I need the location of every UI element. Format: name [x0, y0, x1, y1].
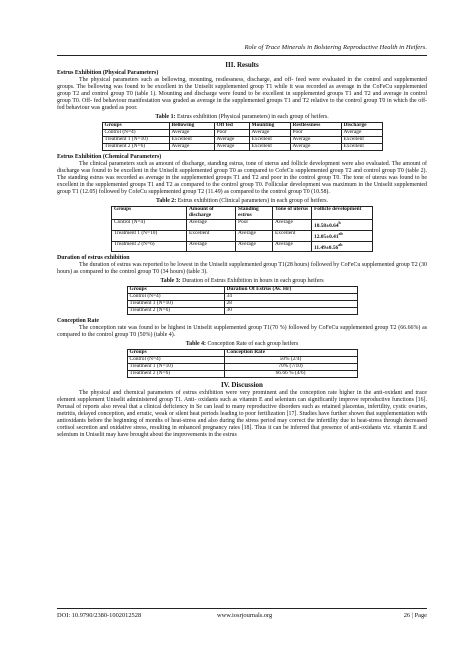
- table-cell: 34: [224, 294, 357, 301]
- table-row: [112, 241, 373, 252]
- table1-caption-label: Table 1:: [155, 114, 176, 121]
- table1: [102, 122, 383, 151]
- table-cell: Average: [169, 144, 214, 151]
- table-cell: Average: [187, 220, 236, 231]
- table-cell: Average: [236, 241, 273, 252]
- table-cell: Excellent: [273, 230, 312, 241]
- table-cell: Poor: [236, 220, 273, 231]
- table-cell: 70% (7/10): [224, 364, 357, 371]
- table-cell: 30: [224, 308, 357, 315]
- significance-superscript: b: [338, 220, 341, 226]
- table-header-cell: Amount of discharge: [187, 207, 236, 220]
- table-cell: Poor: [290, 130, 341, 137]
- header-rule: [57, 55, 427, 56]
- follicle-value: 11.49±0.56: [314, 244, 339, 251]
- table2-caption-text: Estrus exhibition (Clinical parameters) in each group of heifers.: [176, 198, 329, 205]
- table-cell: Poor: [214, 130, 249, 137]
- table-header-cell: Bellowing: [169, 123, 214, 130]
- table-cell: Treatment 1 (N=10): [112, 230, 187, 241]
- table-cell: Excellent: [341, 137, 382, 144]
- table-cell: Treatment 1 (N=10): [127, 364, 224, 371]
- table-cell: Control (N=4): [127, 357, 224, 364]
- table-cell: Average: [169, 130, 214, 137]
- footer-website: www.iosrjournals.org: [217, 612, 273, 619]
- running-header: Role of Trace Minerals in Bolstering Reproductive Health in Heifers.: [244, 44, 427, 51]
- table1-caption: [57, 114, 427, 121]
- table3: [127, 286, 358, 315]
- table1-caption-text: Estrus exhibition (Physical parameters) in each group of heifers.: [175, 114, 329, 121]
- table-header-cell: Off fed: [214, 123, 249, 130]
- table-cell: Average: [214, 144, 249, 151]
- page-body: [57, 61, 427, 439]
- table-header-cell: Restlessness: [290, 123, 341, 130]
- table-header-cell: Groups: [127, 350, 224, 357]
- table2-caption: [57, 198, 427, 205]
- table-header-cell: Groups: [112, 207, 187, 220]
- table-header-row: [127, 287, 357, 294]
- table-header-cell: Conception Rate: [224, 350, 357, 357]
- table-cell: Excellent: [169, 137, 214, 144]
- table-row: [102, 144, 382, 151]
- table-cell: Treatment 2 (N=6): [112, 241, 187, 252]
- table-cell: [312, 220, 373, 231]
- paragraph-physical: The physical parameters such as bellowing, mounting, restlessness, discharge, and off- feed were evaluated in the control and supplemented groups. The bellowing was found to be excellent in the Uniselit supplemented group T1 while it was recorded as average in the CoFeCu supplemented group T2 and control group T0 (table 1). Mounting and discharge were found to be excellent in supplemented groups T1 and T2 and average in control group T0. Off- fed behaviour manifestation was graded as average in the supplemented groups T1 and T2 relative to the control group T0 in which the off- fed behaviour was graded as poor.: [57, 77, 427, 112]
- table-header-cell: Tone of uterus: [273, 207, 312, 220]
- table-cell: Excellent: [341, 144, 382, 151]
- table-row: [127, 308, 357, 315]
- table-row: [112, 230, 373, 241]
- table2-caption-label: Table 2:: [155, 198, 177, 205]
- table-cell: Treatment 1 (N=10): [102, 137, 169, 144]
- table-header-cell: Groups: [127, 287, 224, 294]
- paragraph-discussion: The physical and chemical parameters of estrus exhibition were very prominent and the conception rate higher in the anti-oxidant and trace element supplement Uniselit administered group T1. Anti- oxidants such as vitamin E and selenium can significantly improve reproductive functions [16]. Perusal of reports also reveal that a clinical deficiency in Se can lead to many reproductive disorders such as retained placentas, infertility, cystic ovaries, metritis, delayed conception, and erratic, weak or silent heat periods leading to poor fertilization [17]. Studies have further shown that supplementation with antioxidants before the beginning of months of heat-stress and also during the stress period may correct the infertility due to heat-stress through decreased cortisol secretion and oxidative stress, resulting in enhanced pregnancy rates [18]. Thus it can be inferred that presence of anti-oxidants viz. vitamin E and selenium in Uniselit may have brought about the improvements in the estrus: [57, 389, 427, 439]
- footer-doi: DOI: 10.9790/2380-1002012528: [57, 612, 142, 619]
- footer-page-number: 26 | Page: [403, 612, 427, 619]
- table-cell: 28: [224, 301, 357, 308]
- table-cell: 66.66 % (4/6): [224, 370, 357, 377]
- table-cell: Average: [341, 130, 382, 137]
- follicle-value: 10.58±0.64: [314, 222, 339, 229]
- paragraph-chemical: The clinical parameters such as amount of discharge, standing estrus, tone of uterus and follicle development were also evaluated. The amount of discharge was found to be excellent in the Uniselit supplemented group T0 as compared to CofeCu supplemented group T2 and control group T0 (table 2). The standing estrus was recorded as average in the supplemented groups T1 and T2 and poor in the control group T0. The tone of uterus was found to be excellent in the supplemented groups T1 and T2 as compared to the control group T0. Follicular development was maximum in the Uniselit supplemented group T1 (12.05) followed by CofeCu supplemented group T2 (11.49) as compared to the control group T0 (10.58).: [57, 161, 427, 196]
- significance-superscript: ab: [338, 230, 343, 236]
- section-heading-results: III. Results: [225, 61, 259, 69]
- paragraph-duration: The duration of estrus was reported to be lowest in the Uniselit supplemented group T1(28 hours) followed by CoFeCu supplemented group T2 (30 hours) as compared to the control group T0 (34 hours) (table 3).: [57, 262, 427, 276]
- table-cell: Average: [290, 137, 341, 144]
- table3-caption: [57, 278, 427, 285]
- table-cell: Control (N=4): [102, 130, 169, 137]
- table-cell: Excellent: [249, 144, 290, 151]
- table-header-cell: Follicle development: [312, 207, 373, 220]
- subheading-physical: Estrus Exhibition (Physical Parameters): [57, 70, 159, 76]
- table-cell: Treatment 2 (N=6): [127, 370, 224, 377]
- table-cell: Excellent: [187, 230, 236, 241]
- table-row: [127, 370, 357, 377]
- table-row: [112, 220, 373, 231]
- table-cell: Excellent: [249, 137, 290, 144]
- table-cell: Average: [187, 241, 236, 252]
- table-header-row: [112, 207, 373, 220]
- table4-caption: [57, 341, 427, 348]
- subheading-conception: Conception Rate: [57, 318, 100, 325]
- table-cell: Average: [249, 130, 290, 137]
- table-header-cell: Mounting: [249, 123, 290, 130]
- table-cell: [312, 230, 373, 241]
- table-cell: Average: [236, 230, 273, 241]
- paragraph-conception: The conception rate was found to be highest in Uniselit supplemented group T1(70 %) followed by CoFeCu supplemented group T2 (66.66%) as compared to the control group T0 (50%) (table 4).: [57, 325, 427, 339]
- section-heading-discussion: IV. Discussion: [221, 380, 263, 389]
- table-cell: Average: [214, 137, 249, 144]
- footer-rule: [57, 608, 427, 609]
- table-cell: Treatment 2 (N=6): [102, 144, 169, 151]
- table-cell: Treatment 2 (N=6): [127, 308, 224, 315]
- table-header-cell: Standing estrus: [236, 207, 273, 220]
- table-cell: Average: [290, 144, 341, 151]
- table-cell: Treatment 1 (N=10): [127, 301, 224, 308]
- follicle-value: 12.05±0.41: [314, 233, 339, 240]
- table-cell: Average: [273, 241, 312, 252]
- table4-caption-label: Table 4:: [185, 341, 206, 348]
- table4: [127, 349, 358, 378]
- subheading-duration: Duration of estrus exhibition: [57, 255, 130, 262]
- table-header-row: [127, 350, 357, 357]
- table4-caption-text: Conception Rate of each group heifers: [205, 341, 299, 348]
- table-cell: 50% (2/4): [224, 357, 357, 364]
- table2: [111, 206, 373, 252]
- table3-caption-text: Duration of Estrus Exhibition in hours in each group heifers: [180, 278, 324, 285]
- table-header-row: [102, 123, 382, 130]
- significance-superscript: ab: [338, 241, 343, 247]
- table3-caption-label: Table 3:: [160, 278, 181, 285]
- table-cell: Average: [273, 220, 312, 231]
- table-cell: [312, 241, 373, 252]
- table-header-cell: Discharge: [341, 123, 382, 130]
- subheading-chemical: Estrus Exhibition (Chemical Parameters): [57, 153, 162, 160]
- table-cell: Control (N=4): [127, 294, 224, 301]
- table-header-cell: Duration Of Estrus (Av. Hr): [224, 287, 357, 294]
- table-cell: Control (N=4): [112, 220, 187, 231]
- table-header-cell: Groups: [102, 123, 169, 130]
